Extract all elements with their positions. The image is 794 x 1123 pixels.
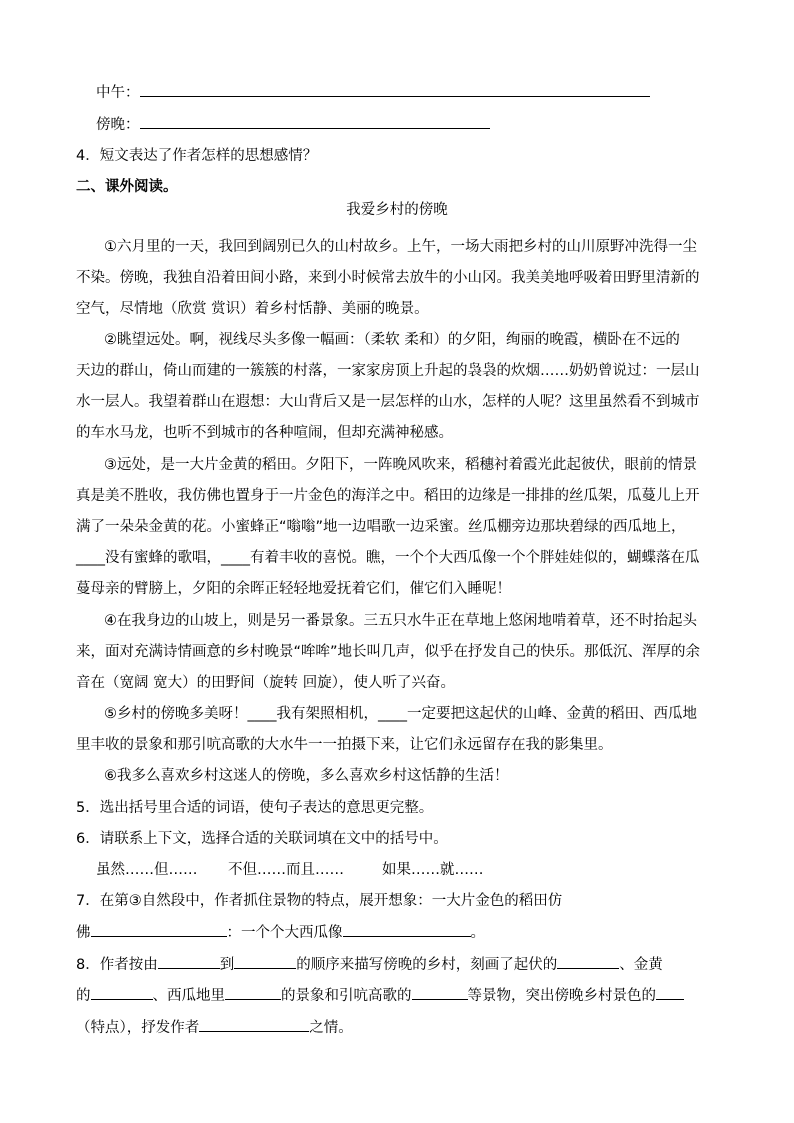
para4-line1: ④在我身边的山坡上，则是另一番景象。三五只水牛正在草地上悠闲地啃着草，还不时抬起头 xyxy=(104,613,697,629)
para3-line1: ③远处，是一大片金黄的稻田。夕阳下，一阵晚风吹来，稻穗衬着霞光此起彼伏，眼前的情景 xyxy=(104,457,697,473)
q8-blank-8[interactable] xyxy=(199,1017,309,1032)
article-title: 我爱乡村的傍晚 xyxy=(346,202,448,218)
q8-blank-3[interactable] xyxy=(557,954,619,969)
para2-line3: 水一层人。我望着群山在遐想：大山背后又是一层怎样的山水，怎样的人呢？这里虽然看不到城市 xyxy=(76,394,700,410)
q8-blank-2[interactable] xyxy=(234,954,296,969)
question-5: 5．选出括号里合适的词语，使句子表达的意思更完整。 xyxy=(76,800,434,816)
q8-text-b: 到 xyxy=(219,957,235,973)
q6-option-3: 如果……就…… xyxy=(382,862,484,878)
q7-blank-1[interactable] xyxy=(91,922,227,937)
para1-line3: 空气，尽情地（欣赏 赏识）着乡村恬静、美丽的晚景。 xyxy=(76,301,429,317)
question-8-line1 xyxy=(76,954,663,975)
para2-line2: 天边的群山，倚山而建的一簇簇的村落，一家家房顶上升起的袅袅的炊烟……奶奶曾说过：一层山 xyxy=(76,363,700,379)
q8-blank-6[interactable] xyxy=(412,985,468,1000)
noon-label: 中午： xyxy=(96,85,140,101)
question-6: 6．请联系上下文，选择合适的关联词填在文中的括号中。 xyxy=(76,831,448,847)
q8-blank-1[interactable] xyxy=(158,954,220,969)
q7-text-b: ：一个个大西瓜像 xyxy=(226,925,343,941)
q7-text-a: 佛 xyxy=(76,925,91,941)
para4-line3: 音在（宽阔 宽大）的田野间（旋转 回旋），使人听了兴奋。 xyxy=(76,675,455,691)
question-7-line2 xyxy=(76,922,485,943)
para3-line5: 蔓母亲的臂膀上，夕阳的余晖正轻轻地爱抚着它们，催它们入睡呢！ xyxy=(76,581,511,597)
q7-text-c: 。 xyxy=(470,925,485,941)
q8-text-i: （特点），抒发作者 xyxy=(76,1020,200,1036)
q8-blank-4[interactable] xyxy=(91,985,153,1000)
question-8-line2 xyxy=(76,985,684,1006)
question-7-line1: 7．在第③自然段中，作者抓住景物的特点，展开想象：一大片金色的稻田仿 xyxy=(76,893,563,909)
noon-answer-row xyxy=(96,82,650,103)
evening-label: 傍晚： xyxy=(96,117,140,133)
para6-line1: ⑥我多么喜欢乡村这迷人的傍晚，多么喜欢乡村这恬静的生活！ xyxy=(104,768,509,784)
q8-blank-5[interactable] xyxy=(225,985,281,1000)
para3-line2: 真是美不胜收，我仿佛也置身于一片金色的海洋之中。稻田的边缘是一排排的丝瓜架，瓜蔓儿上开 xyxy=(76,488,700,504)
evening-answer-row xyxy=(96,114,490,135)
para5-line1: ⑤乡村的傍晚多美呀！____我有架照相机，____一定要把这起伏的山峰、金黄的稻田、西瓜地 xyxy=(104,706,697,722)
para4-line2: 来，面对充满诗情画意的乡村晚景“哞哞”地长叫几声，似乎在抒发自己的快乐。那低沉、浑厚的余 xyxy=(76,644,701,660)
q8-text-e: 的 xyxy=(76,988,91,1004)
q8-text-g: 的景象和引吭高歌的 xyxy=(281,988,412,1004)
evening-answer-blank[interactable] xyxy=(140,114,490,129)
para3-line3: 满了一朵朵金黄的花。小蜜蜂正“嗡嗡”地一边唱歌一边采蜜。丝瓜棚旁边那块碧绿的西瓜地上， xyxy=(76,519,686,535)
section-2-heading: 二、课外阅读。 xyxy=(76,179,178,195)
para1-line2: 不染。傍晚，我独自沿着田间小路，来到小时候常去放牛的小山冈。我美美地呼吸着田野里清新的 xyxy=(76,270,700,286)
q6-option-2: 不但……而且…… xyxy=(228,862,344,878)
question-4: 4．短文表达了作者怎样的思想感情？ xyxy=(76,148,318,164)
noon-answer-blank[interactable] xyxy=(140,82,650,97)
q8-text-c: 的顺序来描写傍晚的乡村，刻画了起伏的 xyxy=(296,957,558,973)
q8-text-j: 之情。 xyxy=(309,1020,353,1036)
q8-text-f: 、西瓜地里 xyxy=(152,988,225,1004)
para3-line4: ____没有蜜蜂的歌唱，____有着丰收的喜悦。瞧，一个个大西瓜像一个个胖娃娃似的，蝴蝶落在瓜 xyxy=(76,550,700,566)
q8-blank-7[interactable] xyxy=(656,985,684,1000)
para2-line1: ②眺望远处。啊，视线尽头多像一幅画：（柔软 柔和）的夕阳，绚丽的晚霞，横卧在不远的 xyxy=(104,332,680,348)
para5-line2: 里丰收的景象和那引吭高歌的大水牛一一拍摄下来，让它们永远留存在我的影集里。 xyxy=(76,737,613,753)
q8-text-d: 、金黄 xyxy=(619,957,663,973)
q8-text-h: 等景物，突出傍晚乡村景色的 xyxy=(467,988,656,1004)
question-8-line3 xyxy=(76,1017,353,1038)
q6-option-1: 虽然……但…… xyxy=(96,862,198,878)
para1-line1: ①六月里的一天，我回到阔别已久的山村故乡。上午，一场大雨把乡村的山川原野冲洗得一尘 xyxy=(104,239,697,255)
para2-line4: 的车水马龙，也听不到城市的各种喧闹，但却充满神秘感。 xyxy=(76,425,453,441)
q8-text-a: 8．作者按由 xyxy=(76,957,158,973)
q7-blank-2[interactable] xyxy=(343,922,471,937)
